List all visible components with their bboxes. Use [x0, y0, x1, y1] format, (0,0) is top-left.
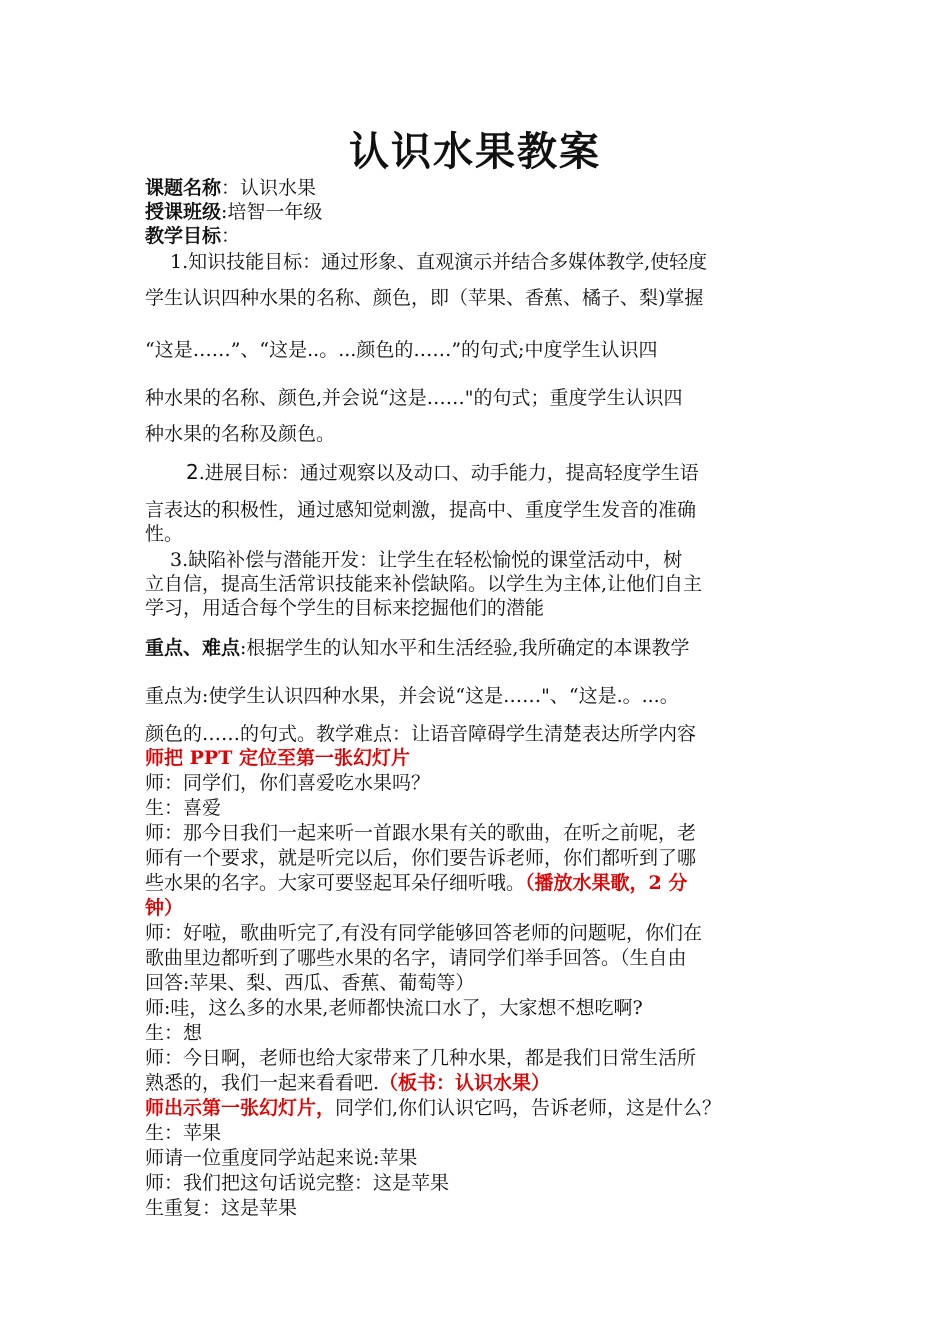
dialogue-line: 师请一位重度同学站起来说:苹果	[145, 1147, 418, 1169]
dialogue-line: 师：好啦，歌曲听完了,有没有同学能够回答老师的问题呢，你们在	[145, 922, 703, 944]
dialogue-line: 歌曲里边都听到了哪些水果的名字，请同学们举手回答。（生自由	[145, 947, 687, 969]
goal1-line: 1.知识技能目标：通过形象、直观演示并结合多媒体教学,使轻度	[170, 251, 708, 273]
dialogue-line	[145, 1071, 815, 1095]
dialogue-line: 师：那今日我们一起来听一首跟水果有关的歌曲，在听之前呢，老	[145, 822, 697, 844]
goal2-line	[186, 460, 856, 485]
dialogue-text: 些水果的名字。大家可要竖起耳朵仔细听哦。	[145, 872, 526, 894]
keypoints-label: 重点、难点	[145, 637, 241, 659]
instruction-text: （板书：认识水果）	[379, 1072, 551, 1094]
meta-objectives	[145, 224, 815, 248]
dialogue-line: 师有一个要求，就是听完以后，你们要告诉老师，你们都听到了哪	[145, 847, 697, 869]
dialogue-line	[145, 1096, 815, 1120]
goal3-line: 3.缺陷补偿与潜能开发：让学生在轻松愉悦的课堂活动中，树	[170, 549, 683, 571]
dialogue-text: 同学们,你们认识它吗，告诉老师，这是什么？	[335, 1097, 722, 1119]
document-title: 认识水果教案	[349, 129, 601, 175]
instruction-text: 师出示第一张幻灯片，	[145, 1097, 336, 1119]
instruction-text: （播放水果歌，2 分	[525, 872, 688, 894]
meta-value: 认识水果	[240, 177, 317, 199]
meta-label: 课题名称	[145, 177, 222, 199]
meta-sep: :	[221, 201, 228, 223]
meta-course-name	[145, 176, 815, 200]
goal2-number: 2	[186, 460, 199, 484]
dialogue-line: 师：同学们，你们喜爱吃水果吗？	[145, 772, 431, 794]
instruction-line: 钟）	[145, 897, 184, 919]
dialogue-line: 师：今日啊，老师也给大家带来了几种水果，都是我们日常生活所	[145, 1047, 697, 1069]
dialogue-line: 师：我们把这句话说完整：这是苹果	[145, 1172, 450, 1194]
goal3-line: 立自信，提高生活常识技能来补偿缺陷。以学生为主体,让他们自主	[145, 573, 703, 595]
dialogue-line: 回答:苹果、梨、西瓜、香蕉、葡萄等）	[145, 972, 475, 994]
goal2-line: 性。	[145, 523, 184, 545]
goal1-line: 学生认识四种水果的名称、颜色，即（苹果、香蕉、橘子、梨)掌握	[145, 287, 704, 309]
goal1-line: 种水果的名称及颜色。	[145, 423, 336, 445]
goal2-text: .进展目标：通过观察以及动口、动手能力，提高轻度学生语	[198, 462, 699, 484]
dialogue-line: 生：想	[145, 1022, 203, 1044]
goal2-line: 言表达的积极性，通过感知觉刺激，提高中、重度学生发音的准确	[145, 499, 697, 521]
meta-sep: ：	[221, 177, 241, 199]
keypoints-line: 重点为:使学生认识四种水果，并会说“这是……"、“这是.。...。	[145, 685, 679, 707]
meta-value: 培智一年级	[227, 201, 323, 223]
meta-label: 授课班级	[145, 201, 222, 223]
goal1-line: “这是……”、“这是..。...颜色的……”的句式;中度学生认识四	[145, 339, 658, 361]
keypoints-text: :根据学生的认知水平和生活经验,我所确定的本课教学	[240, 637, 690, 659]
keypoints-line	[145, 636, 815, 660]
meta-sep: ：	[221, 225, 241, 247]
dialogue-line: 生：苹果	[145, 1122, 222, 1144]
dialogue-line: 生重复：这是苹果	[145, 1197, 298, 1219]
goal3-line: 学习，用适合每个学生的目标来挖掘他们的潜能	[145, 597, 545, 619]
dialogue-line: 生：喜爱	[145, 797, 222, 819]
meta-class	[145, 200, 815, 224]
instruction-line: 师把 PPT 定位至第一张幻灯片	[145, 747, 410, 769]
dialogue-line: 师:哇，这么多的水果,老师都快流口水了，大家想不想吃啊?	[145, 997, 643, 1019]
keypoints-line: 颜色的……的句式。教学难点：让语音障碍学生清楚表达所学内容	[145, 723, 697, 745]
meta-label: 教学目标	[145, 225, 222, 247]
goal1-line: 种水果的名称、颜色,并会说“这是……"的句式；重度学生认识四	[145, 387, 683, 409]
dialogue-line	[145, 871, 815, 895]
dialogue-text: 熟悉的，我们一起来看看吧.	[145, 1072, 380, 1094]
